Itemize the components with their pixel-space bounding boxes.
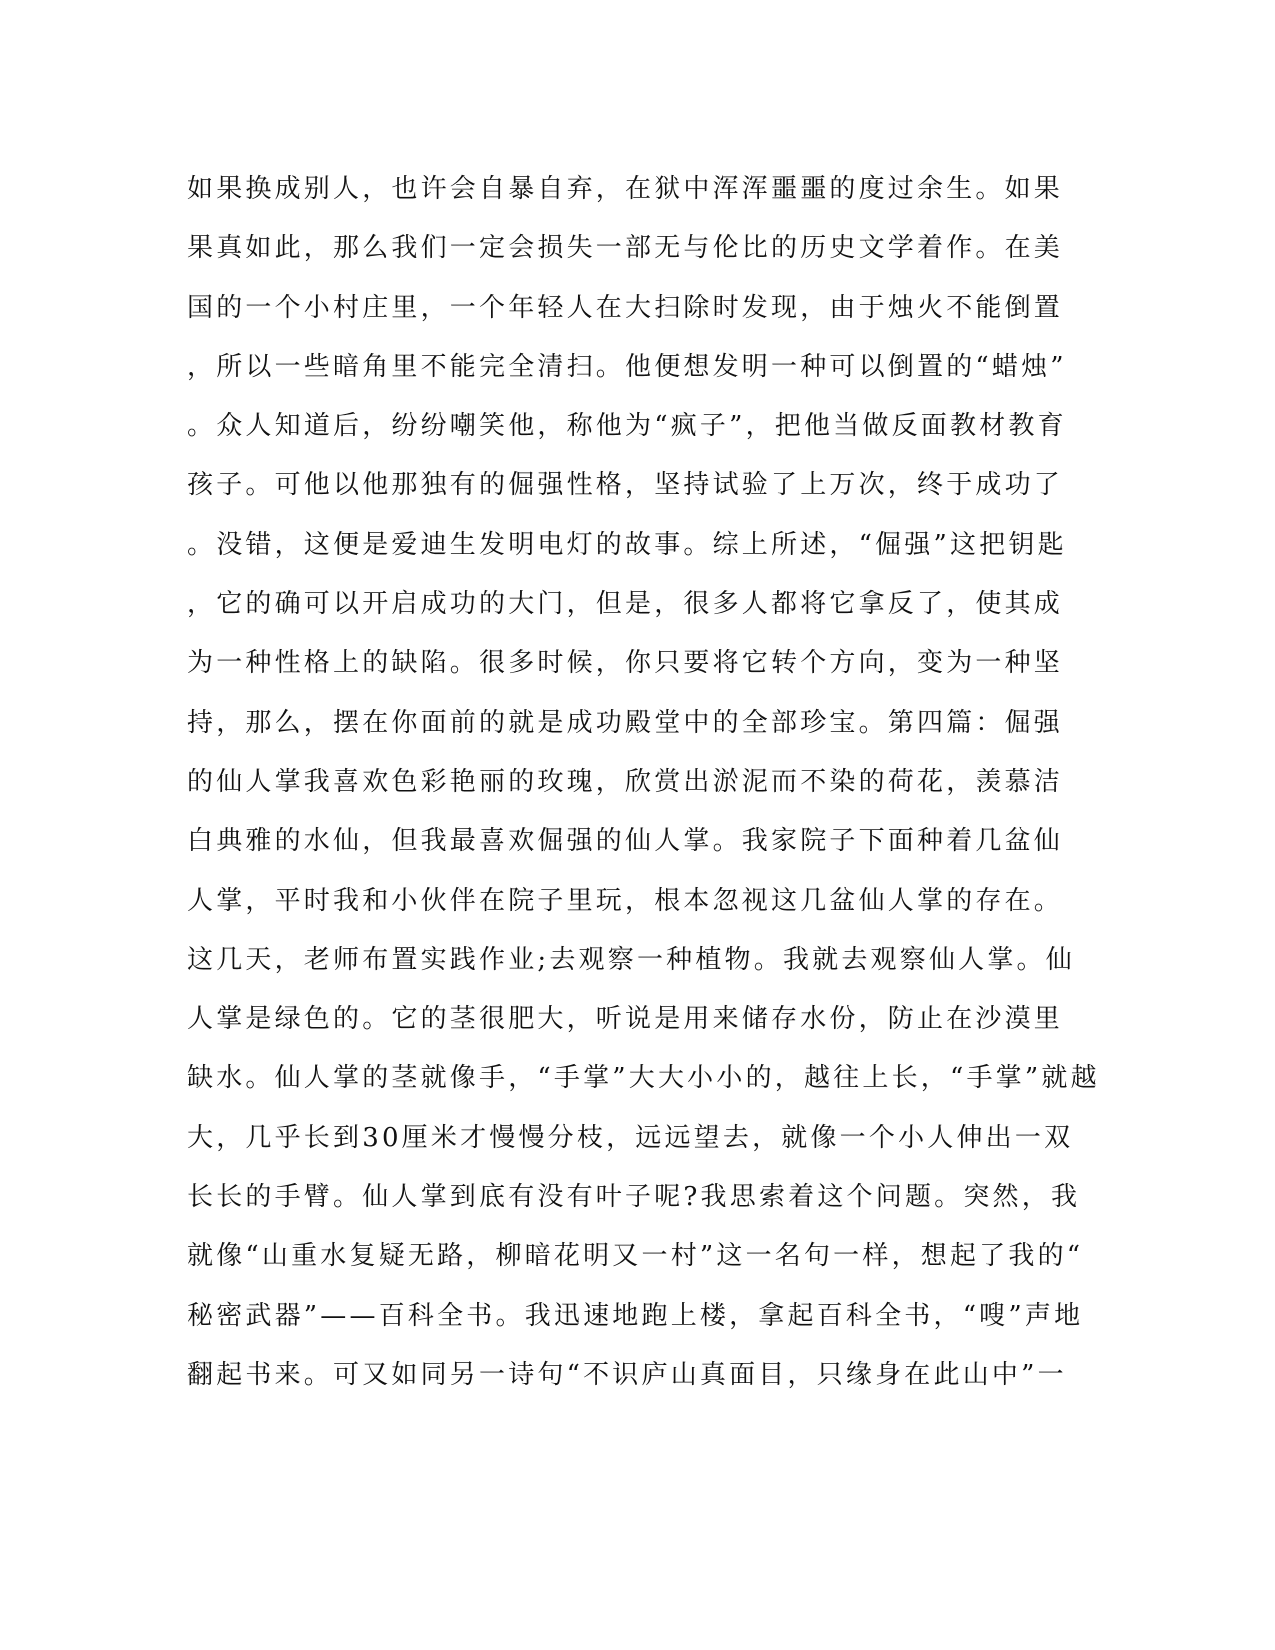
text-line-4: ，所以一些暗角里不能完全清扫。他便想发明一种可以倒置的“蜡烛”: [187, 351, 1067, 382]
text-line-20: 秘密武器”——百科全书。我迅速地跑上楼，拿起百科全书，“嗖”声地: [187, 1300, 1084, 1331]
text-line-1: 如果换成别人，也许会自暴自弃，在狱中浑浑噩噩的度过余生。如果: [187, 174, 1064, 204]
text-line-9: 为一种性格上的缺陷。很多时候，你只要将它转个方向，变为一种坚: [187, 648, 1064, 679]
text-line-5: 。众人知道后，纷纷嘲笑他，称他为“疯子”，把他当做反面教材教育: [187, 411, 1067, 442]
text-line-21: 翻起书来。可又如同另一诗句“不识庐山真面目，只缘身在此山中”一: [187, 1359, 1067, 1390]
text-line-13: 人掌，平时我和小伙伴在院子里玩，根本忽视这几盆仙人掌的存在。: [187, 885, 1064, 916]
text-line-12: 白典雅的水仙，但我最喜欢倔强的仙人掌。我家院子下面种着几盆仙: [187, 826, 1064, 857]
text-line-7: 。没错，这便是爱迪生发明电灯的故事。综上所述，“倔强”这把钥匙: [187, 529, 1067, 560]
text-line-16: 缺水。仙人掌的茎就像手，“手掌”大大小小的，越往上长，“手掌”就越: [187, 1063, 1100, 1094]
body-text: [187, 160, 1100, 1405]
text-line-2: 果真如此，那么我们一定会损失一部无与伦比的历史文学着作。在美: [187, 233, 1064, 264]
text-line-6: 孩子。可他以他那独有的倔强性格，坚持试验了上万次，终于成功了: [187, 470, 1064, 501]
text-line-3: 国的一个小村庄里，一个年轻人在大扫除时发现，由于烛火不能倒置: [187, 292, 1064, 323]
text-line-8: ，它的确可以开启成功的大门，但是，很多人都将它拿反了，使其成: [187, 589, 1064, 620]
text-line-19: 就像“山重水复疑无路，柳暗花明又一村”这一名句一样，想起了我的“: [187, 1241, 1084, 1272]
text-line-11: 的仙人掌我喜欢色彩艳丽的玫瑰，欣赏出淤泥而不染的荷花，羡慕洁: [187, 766, 1064, 797]
text-line-10: 持，那么，摆在你面前的就是成功殿堂中的全部珍宝。第四篇：倔强: [187, 707, 1064, 738]
text-line-14: 这几天，老师布置实践作业;去观察一种植物。我就去观察仙人掌。仙: [187, 944, 1075, 975]
text-line-18: 长长的手臂。仙人掌到底有没有叶子呢?我思索着这个问题。突然，我: [187, 1182, 1081, 1213]
text-line-15: 人掌是绿色的。它的茎很肥大，听说是用来储存水份，防止在沙漠里: [187, 1004, 1064, 1035]
text-line-17: 大，几乎长到30厘米才慢慢分枝，远远望去，就像一个小人伸出一双: [187, 1122, 1074, 1153]
